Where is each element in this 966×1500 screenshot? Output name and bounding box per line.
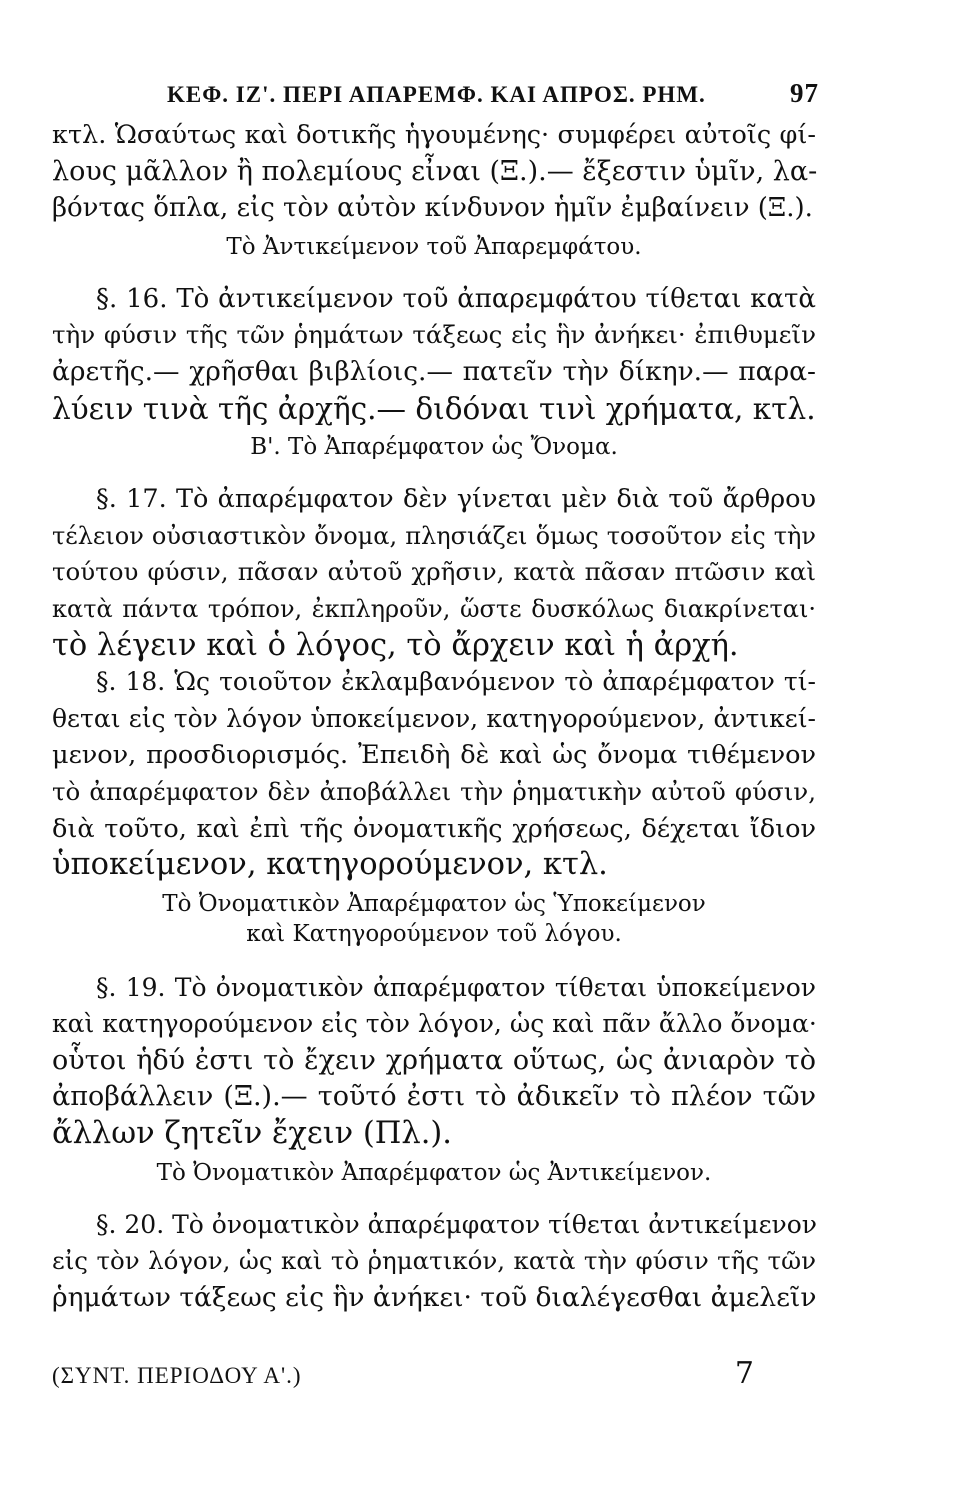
- text-line: κτλ. Ὡσαύτως καὶ δοτικῆς ἡγουμένης· συμφέρει αὐτοῖς φί-: [52, 120, 816, 150]
- text-line: τὸ λέγειν καὶ ὁ λόγος, τὸ ἄρχειν καὶ ἡ ἀρχή.: [52, 627, 739, 663]
- section-heading-subject-line-1: Τὸ Ὀνοματικὸν Ἀπαρέμφατον ὡς Ὑποκείμενον: [162, 890, 706, 917]
- section-heading-subject-line-2: καὶ Κατηγορούμενον τοῦ λόγου.: [246, 920, 622, 947]
- text-line: ἀρετῆς.— χρῆσθαι βιβλίοις.— πατεῖν τὴν δίκην.— παρα-: [52, 355, 816, 387]
- paragraph-16: [52, 281, 816, 427]
- paragraph-19: [52, 970, 816, 1153]
- text-line: καὶ κατηγορούμενον εἰς τὸν λόγον, ὡς καὶ πᾶν ἄλλο ὄνομα·: [52, 1009, 817, 1039]
- body-text: [52, 117, 816, 1316]
- running-header: [167, 78, 819, 109]
- text-line: οὗτοι ἡδύ ἐστι τὸ ἔχειν χρήματα οὕτως, ὡς ἀνιαρὸν τὸ: [52, 1044, 816, 1076]
- sheet-number: 7: [734, 1356, 754, 1391]
- paragraph-18: [52, 664, 816, 884]
- text-line: διὰ τοῦτο, καὶ ἐπὶ τῆς ὀνοματικῆς χρήσεως, δέχεται ἴδιον: [52, 813, 816, 844]
- text-line: τέλειον οὐσιαστικὸν ὄνομα, πλησιάζει ὅμως τοσοῦτον εἰς τὴν: [52, 521, 816, 550]
- continuation-paragraph: [52, 117, 816, 227]
- text-line: τὴν φύσιν τῆς τῶν ῥημάτων τάξεως εἰς ἣν ἀνήκει· ἐπιθυμεῖν: [52, 320, 816, 350]
- text-line: ἄλλων ζητεῖν ἔχειν (Πλ.).: [52, 1116, 452, 1152]
- text-line: ὑποκείμενον, κατηγορούμενον, κτλ.: [52, 847, 608, 883]
- text-line: εἰς τὸν λόγον, ὡς καὶ τὸ ῥηματικόν, κατὰ τὴν φύσιν τῆς τῶν: [52, 1246, 816, 1276]
- text-line: λύειν τινὰ τῆς ἀρχῆς.— διδόναι τινὶ χρήματα, κτλ.: [52, 391, 816, 426]
- signature-mark: (ΣΥΝΤ. ΠΕΡΙΟΔΟΥ Α'.): [52, 1363, 302, 1388]
- text-line: τὸ ἀπαρέμφατον δὲν ἀποβάλλει τὴν ῥηματικὴν αὐτοῦ φύσιν,: [52, 776, 816, 806]
- section-heading-object: Τὸ Ἀντικείμενον τοῦ Ἀπαρεμφάτου.: [226, 233, 642, 260]
- section-heading-noun: Β'. Τὸ Ἀπαρέμφατον ὡς Ὄνομα.: [250, 434, 618, 461]
- page-footer: [52, 1356, 816, 1391]
- text-line: §. 18. Ὡς τοιοῦτον ἐκλαμβανόμενον τὸ ἀπαρέμφατον τί-: [96, 667, 816, 697]
- text-line: §. 20. Τὸ ὀνοματικὸν ἀπαρέμφατον τίθεται ἀντικείμενον: [96, 1209, 817, 1239]
- text-line: κατὰ πάντα τρόπον, ἐκπληροῦν, ὥστε δυσκόλως διακρίνεται·: [52, 594, 816, 623]
- text-line: ῥημάτων τάξεως εἰς ἣν ἀνήκει· τοῦ διαλέγεσθαι ἀμελεῖν: [52, 1281, 817, 1313]
- text-line: λους μᾶλλον ἢ πολεμίους εἶναι (Ξ.).— ἔξεστιν ὑμῖν, λα-: [52, 155, 818, 187]
- text-line: §. 16. Τὸ ἀντικείμενον τοῦ ἀπαρεμφάτου τίθεται κατὰ: [96, 283, 816, 314]
- text-line: βόντας ὅπλα, εἰς τὸν αὐτὸν κίνδυνον ἡμῖν ἐμβαίνειν (Ξ.).: [52, 193, 813, 224]
- running-title: ΚΕΦ. ΙΖ'. ΠΕΡΙ ΑΠΑΡΕΜΦ. ΚΑΙ ΑΠΡΟΣ. ΡΗΜ.: [167, 82, 706, 107]
- text-line: ἀποβάλλειν (Ξ.).— τοῦτό ἐστι τὸ ἀδικεῖν τὸ πλέον τῶν: [52, 1081, 816, 1113]
- paragraph-20: [52, 1207, 816, 1317]
- text-line: §. 17. Τὸ ἀπαρέμφατον δὲν γίνεται μὲν διὰ τοῦ ἄρθρου: [96, 484, 816, 515]
- text-line: θεται εἰς τὸν λόγον ὑποκείμενον, κατηγορούμενον, ἀντικεί-: [52, 703, 816, 733]
- section-heading-nominal-object: Τὸ Ὀνοματικὸν Ἀπαρέμφατον ὡς Ἀντικείμενον.: [156, 1159, 712, 1186]
- text-line: §. 19. Τὸ ὀνοματικὸν ἀπαρέμφατον τίθεται ὑποκείμενον: [96, 972, 816, 1002]
- paragraph-17: [52, 481, 816, 664]
- page-number: 97: [790, 78, 819, 108]
- text-line: τούτου φύσιν, πᾶσαν αὐτοῦ χρῆσιν, κατὰ πᾶσαν πτῶσιν καὶ: [52, 557, 816, 587]
- text-line: μενον, προσδιορισμός. Ἐπειδὴ δὲ καὶ ὡς ὄνομα τιθέμενον: [52, 740, 816, 771]
